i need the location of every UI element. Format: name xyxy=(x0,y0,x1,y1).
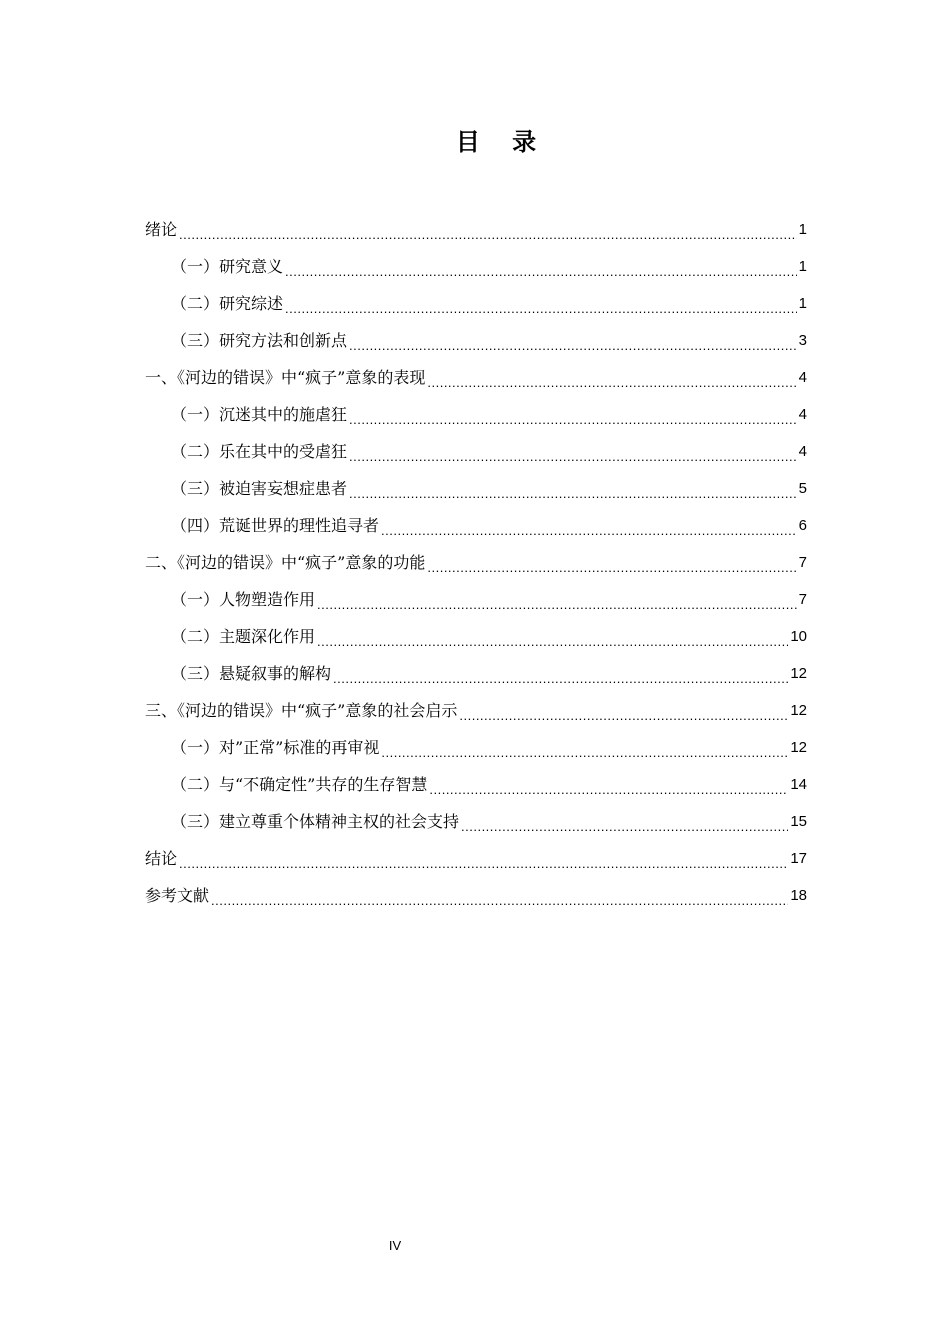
toc-entry-label: （二）研究综述 xyxy=(171,294,284,313)
toc-entry-page: 6 xyxy=(798,517,807,534)
toc-entry-page: 4 xyxy=(798,369,807,386)
toc-entry-page: 4 xyxy=(798,443,807,460)
toc-entry-label: （一）人物塑造作用 xyxy=(171,590,316,609)
toc-entry-label: 三、《河边的错误》中“疯子”意象的社会启示 xyxy=(145,701,458,720)
toc-entry-page: 10 xyxy=(790,628,807,645)
toc-dot-leader xyxy=(285,248,797,285)
toc-entry-label: （一）研究意义 xyxy=(171,257,284,276)
toc-dot-leader xyxy=(333,655,788,692)
toc-entry[interactable] xyxy=(145,211,807,248)
toc-entry[interactable] xyxy=(145,285,807,322)
toc-entry-page: 17 xyxy=(790,850,807,867)
toc-dot-leader xyxy=(349,396,797,433)
toc-entry-label: （三）悬疑叙事的解构 xyxy=(171,664,332,683)
table-of-contents xyxy=(145,211,807,914)
toc-entry-label: （三）被迫害妄想症患者 xyxy=(171,479,348,498)
toc-dot-leader xyxy=(285,285,797,322)
toc-dot-leader xyxy=(349,322,797,359)
toc-entry-page: 7 xyxy=(798,591,807,608)
toc-entry[interactable] xyxy=(145,433,807,470)
toc-entry[interactable] xyxy=(145,470,807,507)
toc-entry-label: （一）沉迷其中的施虐狂 xyxy=(171,405,348,424)
toc-entry-label: 一、《河边的错误》中“疯子”意象的表现 xyxy=(145,368,426,387)
toc-dot-leader xyxy=(459,692,788,729)
toc-entry[interactable] xyxy=(145,655,807,692)
toc-entry[interactable] xyxy=(145,877,807,914)
toc-entry[interactable] xyxy=(145,507,807,544)
toc-dot-leader xyxy=(461,803,788,840)
toc-entry-label: （三）建立尊重个体精神主权的社会支持 xyxy=(171,812,460,831)
toc-dot-leader xyxy=(179,840,788,877)
toc-dot-leader xyxy=(317,618,788,655)
toc-entry-page: 1 xyxy=(798,221,807,238)
toc-entry[interactable] xyxy=(145,692,807,729)
footer-page-number: IV xyxy=(388,1238,402,1253)
toc-entry-label: 绪论 xyxy=(145,220,178,239)
toc-entry-label: （二）乐在其中的受虐狂 xyxy=(171,442,348,461)
toc-entry-page: 4 xyxy=(798,406,807,423)
toc-entry-label: （三）研究方法和创新点 xyxy=(171,331,348,350)
toc-entry-label: 参考文献 xyxy=(145,886,210,905)
toc-dot-leader xyxy=(429,766,788,803)
toc-entry[interactable] xyxy=(145,322,807,359)
toc-entry-page: 3 xyxy=(798,332,807,349)
toc-entry-label: 二、《河边的错误》中“疯子”意象的功能 xyxy=(145,553,426,572)
toc-entry[interactable] xyxy=(145,396,807,433)
toc-entry-page: 1 xyxy=(798,258,807,275)
toc-dot-leader xyxy=(179,211,797,248)
toc-entry[interactable] xyxy=(145,803,807,840)
toc-entry-label: （四）荒诞世界的理性追寻者 xyxy=(171,516,380,535)
toc-entry-page: 5 xyxy=(798,480,807,497)
toc-dot-leader xyxy=(349,433,797,470)
toc-entry-page: 15 xyxy=(790,813,807,830)
toc-entry-page: 14 xyxy=(790,776,807,793)
toc-entry[interactable] xyxy=(145,766,807,803)
toc-entry-page: 18 xyxy=(790,887,807,904)
toc-entry-label: （一）对”正常”标准的再审视 xyxy=(171,738,380,757)
toc-entry[interactable] xyxy=(145,618,807,655)
toc-entry-page: 12 xyxy=(790,702,807,719)
toc-entry-label: （二）主题深化作用 xyxy=(171,627,316,646)
toc-entry-page: 7 xyxy=(798,554,807,571)
toc-dot-leader xyxy=(427,359,796,396)
toc-entry-page: 1 xyxy=(798,295,807,312)
toc-dot-leader xyxy=(317,581,797,618)
toc-entry[interactable] xyxy=(145,248,807,285)
toc-dot-leader xyxy=(427,544,796,581)
toc-dot-leader xyxy=(211,877,788,914)
toc-entry[interactable] xyxy=(145,729,807,766)
toc-entry-label: （二）与“不确定性”共存的生存智慧 xyxy=(171,775,428,794)
toc-entry[interactable] xyxy=(145,359,807,396)
toc-dot-leader xyxy=(349,470,797,507)
toc-dot-leader xyxy=(381,729,788,766)
toc-entry[interactable] xyxy=(145,581,807,618)
toc-entry-page: 12 xyxy=(790,665,807,682)
toc-entry[interactable] xyxy=(145,840,807,877)
toc-dot-leader xyxy=(381,507,797,544)
toc-entry-label: 结论 xyxy=(145,849,178,868)
toc-entry-page: 12 xyxy=(790,739,807,756)
toc-entry[interactable] xyxy=(145,544,807,581)
toc-title: 目 录 xyxy=(455,128,549,156)
